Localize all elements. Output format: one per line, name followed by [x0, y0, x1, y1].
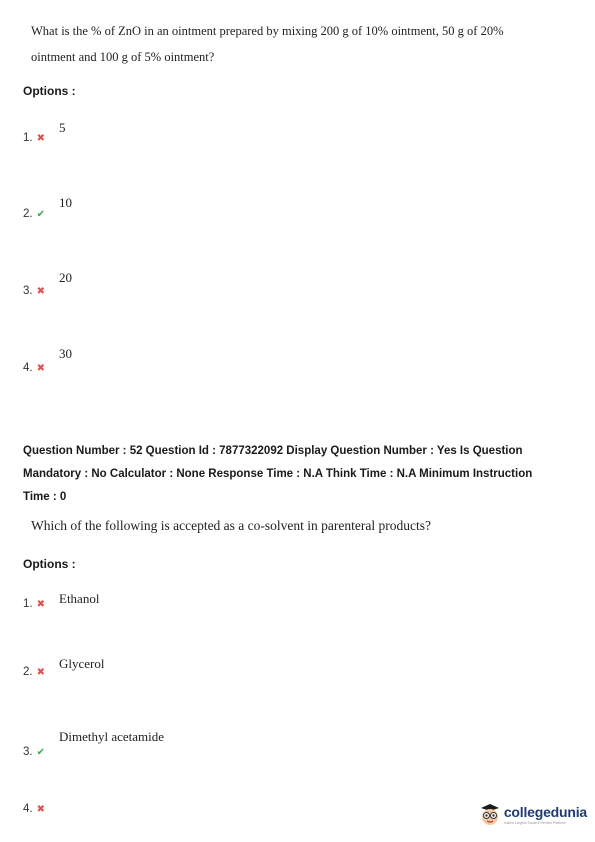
question-2-meta-line-3: Time : 0 [23, 491, 67, 503]
wrong-mark-icon: ✖ [36, 666, 45, 678]
question-1-text-line-2: ointment and 100 g of 5% ointment? [31, 50, 215, 64]
q2-option-1[interactable] [23, 598, 45, 610]
q1-option-3-number: 3. [23, 285, 33, 297]
q2-option-4-number: 4. [23, 803, 33, 815]
q2-option-2-text: Glycerol [59, 656, 105, 671]
question-2-options-label: Options : [23, 557, 76, 571]
question-1-options-label: Options : [23, 84, 76, 98]
wrong-mark-icon: ✖ [36, 598, 45, 610]
q1-option-4-number: 4. [23, 362, 33, 374]
q1-option-3-text: 20 [59, 270, 72, 285]
q2-option-1-text: Ethanol [59, 591, 100, 606]
q1-option-1-number: 1. [23, 132, 33, 144]
logo-tagline: India's Largest Student Review Platform [503, 820, 566, 825]
q2-option-3[interactable] [23, 746, 45, 758]
q2-option-1-number: 1. [23, 598, 33, 610]
q2-option-2[interactable] [23, 666, 45, 678]
logo-wordmark: collegedunia [503, 803, 587, 820]
owl-mascot-icon [479, 802, 501, 826]
question-1-text-line-1: What is the % of ZnO in an ointment prepared by mixing 200 g of 10% ointment, 50 g of 20% [31, 24, 504, 38]
question-2-meta-line-1: Question Number : 52 Question Id : 7877322092 Display Question Number : Yes Is Question [23, 445, 523, 457]
check-mark-icon: ✔ [36, 746, 45, 758]
q1-option-1[interactable] [23, 132, 45, 144]
wrong-mark-icon: ✖ [36, 285, 45, 297]
q1-option-2-text: 10 [59, 195, 72, 210]
q1-option-1-text: 5 [59, 120, 66, 135]
q2-option-4[interactable] [23, 803, 45, 815]
wrong-mark-icon: ✖ [36, 132, 45, 144]
question-2-meta [23, 440, 588, 509]
q1-option-4-text: 30 [59, 346, 72, 361]
question-2-meta-line-2: Mandatory : No Calculator : None Response Time : N.A Think Time : N.A Minimum Instruction [23, 468, 533, 480]
wrong-mark-icon: ✖ [36, 803, 45, 815]
q1-option-2[interactable] [23, 208, 45, 220]
check-mark-icon: ✔ [36, 208, 45, 220]
q2-option-2-number: 2. [23, 666, 33, 678]
q2-option-3-text: Dimethyl acetamide [59, 729, 165, 744]
q1-option-2-number: 2. [23, 208, 33, 220]
q1-option-4[interactable] [23, 362, 45, 374]
q2-option-3-number: 3. [23, 746, 33, 758]
q1-option-3[interactable] [23, 285, 45, 297]
wrong-mark-icon: ✖ [36, 362, 45, 374]
collegedunia-logo[interactable] [479, 802, 587, 826]
question-2-text: Which of the following is accepted as a co-solvent in parenteral products? [31, 518, 431, 533]
